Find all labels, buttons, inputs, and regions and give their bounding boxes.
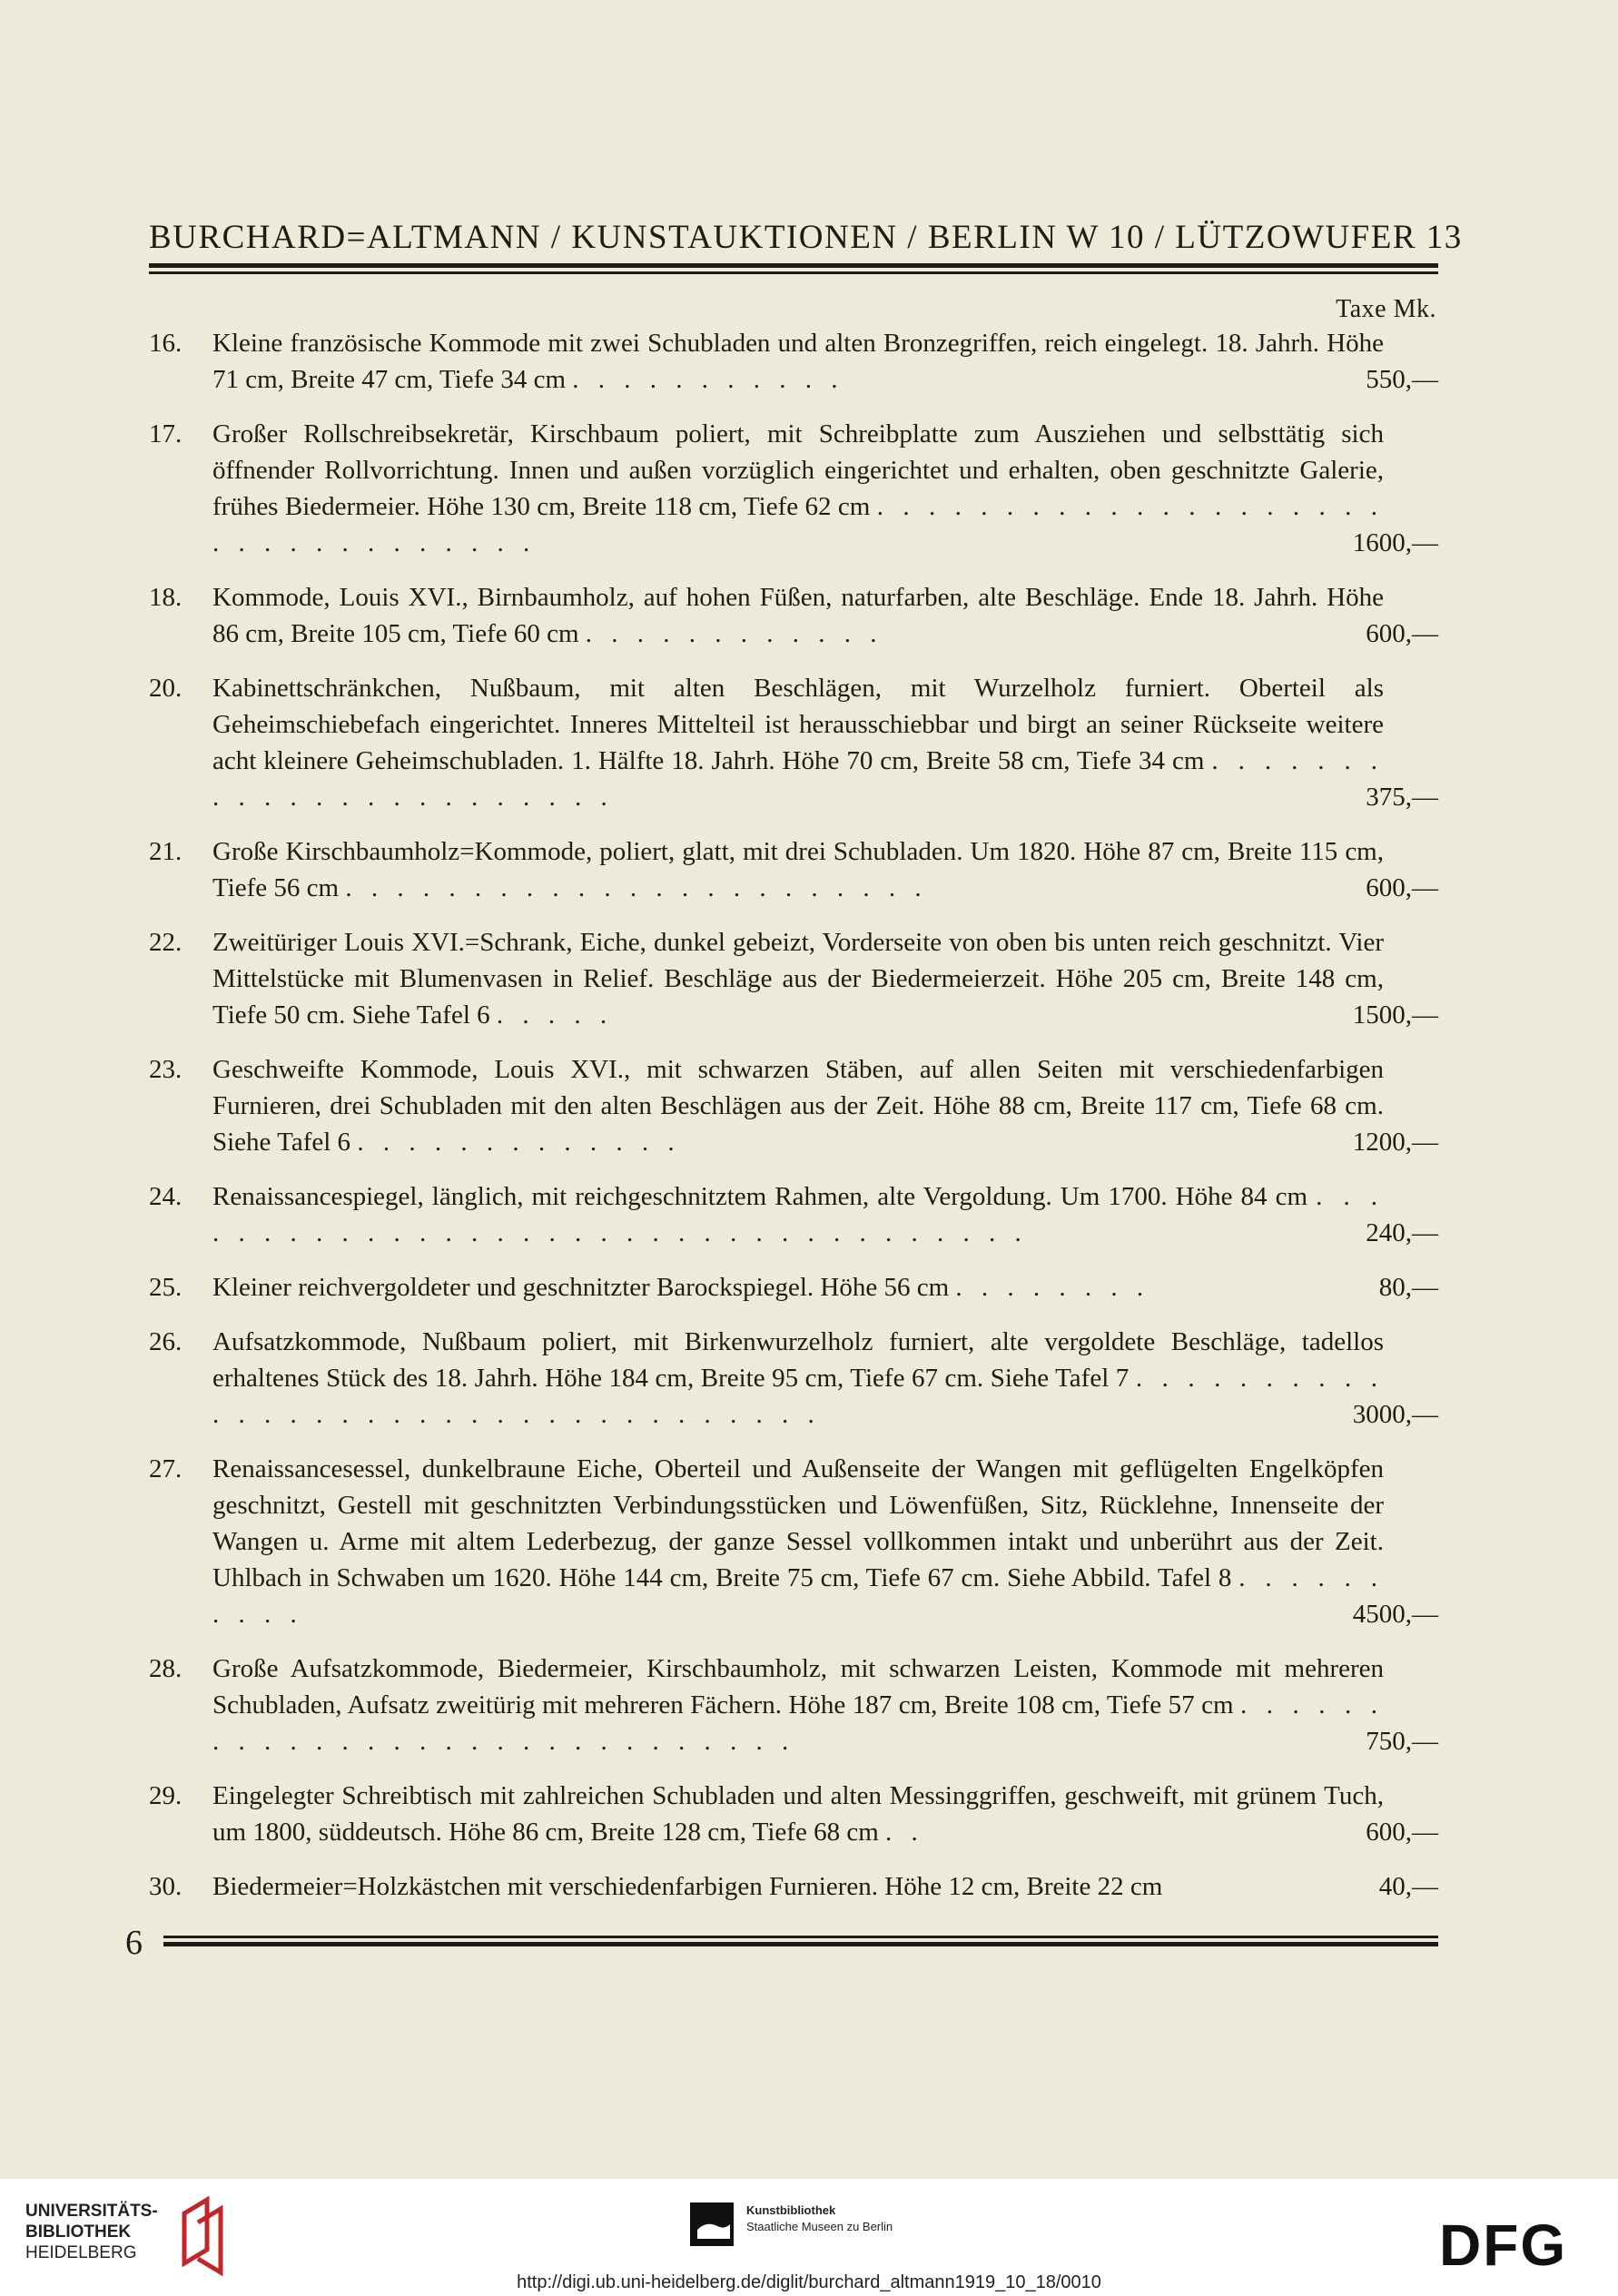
leader-dots: . . . . . . . . . . .: [572, 365, 844, 394]
lot-price: 3000,—: [1352, 1400, 1438, 1429]
kb-line-1: Kunstbibliothek: [746, 2203, 836, 2217]
leader-dots: . .: [885, 1818, 924, 1847]
lot-description: [212, 1051, 1384, 1160]
lot-description-text: Große Aufsatzkommode, Biedermeier, Kirschbaumholz, mit schwarzen Leisten, Kommode mit mehreren Schubladen, Aufsatz zweitürig mit mehreren Fächern. Höhe 187 cm, Breite 108 cm, Tiefe 57 cm: [212, 1654, 1384, 1720]
lot-entry: [149, 670, 1438, 815]
lot-entry: [149, 1178, 1438, 1251]
lot-entry: [149, 1651, 1438, 1759]
lot-description: [212, 325, 1384, 398]
leader-dots: . . . . . . . . . . . . . . . . . . . . . . .: [212, 746, 1385, 812]
ub-line-2: BIBLIOTHEK: [25, 2222, 132, 2242]
leader-dots: . . . . .: [496, 1000, 614, 1030]
lot-description: [212, 670, 1384, 815]
ub-line-1: UNIVERSITÄTS-: [25, 2202, 158, 2221]
lot-entry: [149, 1868, 1438, 1905]
lot-description: [212, 833, 1384, 906]
lot-number: 17.: [149, 419, 183, 448]
lot-description-text: Kleine französische Kommode mit zwei Schubladen und alten Bronzegriffen, reich eingelegt. 18. Jahrh. Höhe 71 cm, Breite 47 cm, Tiefe 34 cm: [212, 329, 1384, 394]
lot-description: [212, 1778, 1384, 1850]
lot-description-text: Großer Rollschreibsekretär, Kirschbaum poliert, mit Schreibplatte zum Ausziehen und selbsttätig sich öffnender Rollvorrichtung. Innen und außen vorzüglich eingerichtet und erhalten, oben geschnitzte Galerie, frühes Biedermeier. Höhe 130 cm, Breite 118 cm, Tiefe 62 cm: [212, 419, 1384, 521]
lot-description-text: Aufsatzkommode, Nußbaum poliert, mit Birkenwurzelholz furniert, alte vergoldete Beschläge, tadellos erhaltenes Stück des 18. Jahrh. Höhe 184 cm, Breite 95 cm, Tiefe 67 cm. Siehe Tafel 7: [212, 1327, 1384, 1393]
lot-description: [212, 1269, 1384, 1306]
leader-dots: . . . . . . . . . . . . . . . . . . . . . . .: [345, 873, 928, 902]
lot-list: [149, 325, 1438, 1923]
lot-description: [212, 579, 1384, 652]
lot-description-text: Renaissancesessel, dunkelbraune Eiche, Oberteil und Außenseite der Wangen mit geflügelten Engelköpfen geschnitzt, Gestell mit geschnitzten Verbindungsstücken und Löwenfüßen, Sitz, Rücklehne, Innenseite der Wangen u. Arme mit altem Lederbezug, der ganze Sessel vollkommen intakt und unberührt aus der Zeit. Uhlbach in Schwaben um 1620. Höhe 144 cm, Breite 75 cm, Tiefe 67 cm. Siehe Abbild. Tafel 8: [212, 1454, 1384, 1592]
lot-number: 25.: [149, 1273, 183, 1302]
lot-price: 600,—: [1366, 1818, 1438, 1847]
lot-description: [212, 1451, 1384, 1632]
leader-dots: . . . . . . . . . .: [212, 1563, 1385, 1629]
kunstbibliothek-emblem-icon: [690, 2202, 734, 2246]
lot-entry: [149, 325, 1438, 398]
lot-price: 240,—: [1366, 1218, 1438, 1247]
lot-number: 24.: [149, 1182, 183, 1211]
lot-price: 600,—: [1366, 873, 1438, 902]
lot-entry: [149, 416, 1438, 561]
page-number: 6: [125, 1924, 143, 1962]
lot-price: 40,—: [1378, 1872, 1438, 1901]
leader-dots: . . . . . . . . . . . . . . . . . . . . . . . . . . . . . . . . . . .: [212, 1182, 1385, 1247]
lot-entry: [149, 1269, 1438, 1306]
lot-description: [212, 1651, 1384, 1759]
lot-entry: [149, 1051, 1438, 1160]
page-header: BURCHARD=ALTMANN / KUNSTAUKTIONEN / BERLIN W 10 / LÜTZOWUFER 13: [149, 219, 1463, 256]
ub-heidelberg-logo[interactable]: [25, 2195, 234, 2277]
lot-price: 1200,—: [1352, 1128, 1438, 1157]
taxe-column-label: Taxe Mk.: [1336, 295, 1436, 323]
leader-dots: . . . . . . . . . . . . . . . . . . . . . . . . . . . . . . . . . .: [212, 1364, 1385, 1429]
lot-price: 1500,—: [1352, 1000, 1438, 1030]
lot-number: 29.: [149, 1781, 183, 1810]
lot-entry: [149, 1778, 1438, 1850]
source-url[interactable]: http://digi.ub.uni-heidelberg.de/diglit/burchard_altmann1919_10_18/0010: [517, 2272, 1101, 2292]
lot-number: 16.: [149, 329, 183, 358]
lot-price: 750,—: [1366, 1727, 1438, 1756]
lot-description-text: Zweitüriger Louis XVI.=Schrank, Eiche, dunkel gebeizt, Vorderseite von oben bis unten reich geschnitzt. Vier Mittelstücke mit Blumenvasen in Relief. Beschläge aus der Biedermeierzeit. Höhe 205 cm, Breite 148 cm, Tiefe 50 cm. Siehe Tafel 6: [212, 928, 1384, 1030]
lot-description: [212, 1324, 1384, 1433]
lot-description-text: Geschweifte Kommode, Louis XVI., mit schwarzen Stäben, auf allen Seiten mit verschiedenfarbigen Furnieren, drei Schubladen mit den alten Beschlägen aus der Zeit. Höhe 88 cm, Breite 117 cm, Tiefe 68 cm. Siehe Tafel 6: [212, 1055, 1384, 1157]
lot-price: 1600,—: [1352, 528, 1438, 557]
lot-description: [212, 416, 1384, 561]
lot-description-text: Biedermeier=Holzkästchen mit verschiedenfarbigen Furnieren. Höhe 12 cm, Breite 22 cm: [212, 1872, 1163, 1901]
dfg-logo[interactable]: DFG: [1439, 2212, 1568, 2278]
lot-price: 80,—: [1378, 1273, 1438, 1302]
lot-description-text: Große Kirschbaumholz=Kommode, poliert, glatt, mit drei Schubladen. Um 1820. Höhe 87 cm, Breite 115 cm, Tiefe 56 cm: [212, 837, 1384, 902]
leader-dots: . . . . . . . . . . . .: [585, 619, 883, 648]
kb-line-2: Staatliche Museen zu Berlin: [746, 2220, 893, 2233]
header-rule: [149, 263, 1438, 276]
lot-price: 550,—: [1366, 365, 1438, 394]
lot-description-text: Kleiner reichvergoldeter und geschnitzter Barockspiegel. Höhe 56 cm: [212, 1273, 950, 1302]
lot-number: 20.: [149, 674, 183, 703]
leader-dots: . . . . . . . .: [955, 1273, 1150, 1302]
footer-rule: [163, 1936, 1438, 1948]
leader-dots: . . . . . . . . . . . . .: [357, 1128, 681, 1157]
lot-entry: [149, 1451, 1438, 1632]
lot-number: 27.: [149, 1454, 183, 1483]
lot-number: 23.: [149, 1055, 183, 1084]
lot-price: 4500,—: [1352, 1600, 1438, 1629]
lot-number: 30.: [149, 1872, 183, 1901]
lot-entry: [149, 833, 1438, 906]
ub-line-3: HEIDELBERG: [25, 2243, 137, 2262]
lot-description-text: Eingelegter Schreibtisch mit zahlreichen Schubladen und alten Messinggriffen, geschweift, mit grünem Tuch, um 1800, süddeutsch. Höhe 86 cm, Breite 128 cm, Tiefe 68 cm: [212, 1781, 1384, 1847]
lot-number: 21.: [149, 837, 183, 866]
leader-dots: . . . . . . . . . . . . . . . . . . . . . . . . . . . . .: [212, 1690, 1385, 1756]
lot-number: 26.: [149, 1327, 183, 1356]
lot-number: 22.: [149, 928, 183, 957]
digitization-footer-bar: [0, 2179, 1618, 2296]
lot-entry: [149, 924, 1438, 1033]
lot-description-text: Renaissancespiegel, länglich, mit reichgeschnitztem Rahmen, alte Vergoldung. Um 1700. Höhe 84 cm: [212, 1182, 1308, 1211]
lot-description-text: Kabinettschränkchen, Nußbaum, mit alten Beschlägen, mit Wurzelholz furniert. Oberteil als Geheimschiebefach eingerichtet. Inneres Mittelteil ist herausschiebbar und birgt an seiner Rückseite weitere acht kleinere Geheimschubladen. 1. Hälfte 18. Jahrh. Höhe 70 cm, Breite 58 cm, Tiefe 34 cm: [212, 674, 1384, 775]
lot-description: [212, 1178, 1384, 1251]
ub-emblem-icon: [166, 2195, 230, 2277]
leader-dots: . . . . . . . . . . . . . . . . . . . . . . . . . . . . . . . . .: [212, 492, 1385, 557]
lot-description: [212, 1868, 1384, 1905]
lot-entry: [149, 579, 1438, 652]
lot-description: [212, 924, 1384, 1033]
lot-price: 375,—: [1366, 783, 1438, 812]
lot-description-text: Kommode, Louis XVI., Birnbaumholz, auf hohen Füßen, naturfarben, alte Beschläge. Ende 18. Jahrh. Höhe 86 cm, Breite 105 cm, Tiefe 60 cm: [212, 583, 1384, 648]
lot-price: 600,—: [1366, 619, 1438, 648]
lot-number: 18.: [149, 583, 183, 612]
lot-number: 28.: [149, 1654, 183, 1683]
lot-entry: [149, 1324, 1438, 1433]
